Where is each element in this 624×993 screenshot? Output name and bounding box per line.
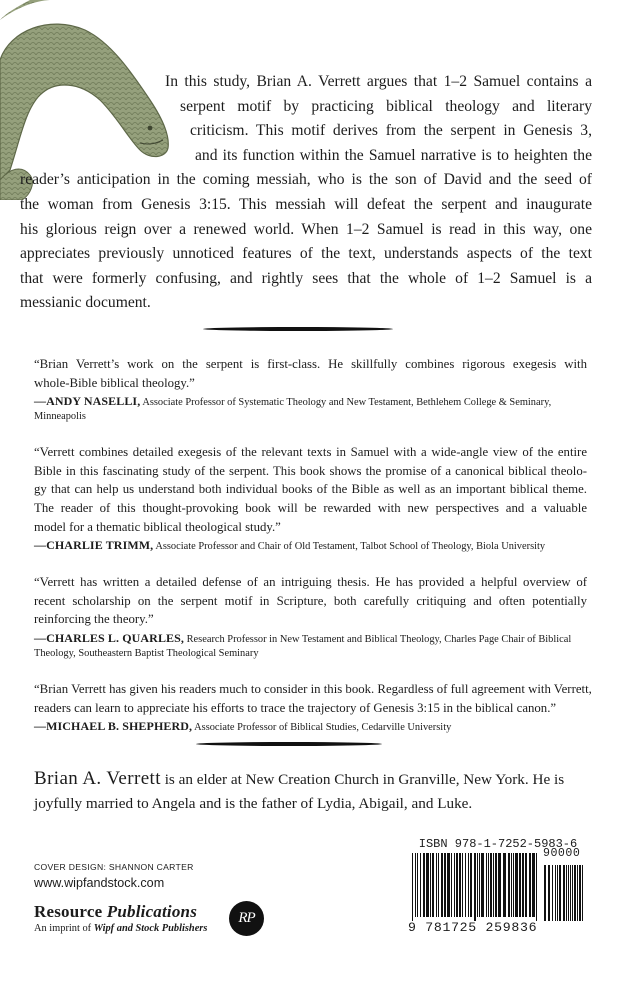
barcode-bar [426, 853, 429, 917]
barcode-bar [465, 853, 466, 917]
barcode-addon-bar [582, 865, 583, 921]
barcode-bar [479, 853, 480, 917]
barcode-digits: 9 781725 259836 [408, 920, 538, 935]
author-bio-text: is an elder at New Creation Church in Granville, New York. He is joyfully married to Angela and is the father of Lydia, Abigail, and Luke. [34, 771, 565, 812]
endorser-title: Associate Professor of Biblical Studies, Cedarville University [192, 722, 452, 734]
description-line: and its function within the Samuel narrative is to heighten the [195, 146, 592, 164]
barcode-bar [462, 853, 463, 917]
isbn-label: ISBN 978-1-7252-5983-6 [418, 837, 578, 851]
endorser-title: Research Professor in New Testament and Biblical Theology, Charles Page Chair of Biblical Theology, Southeastern Baptist Theological Seminary [34, 633, 572, 659]
barcode-addon-bar [577, 865, 578, 921]
publisher-logo: RP [229, 901, 264, 936]
author-bio [34, 767, 594, 816]
barcode-addon-bar [572, 865, 573, 921]
barcode-addon-bar [563, 865, 565, 921]
endorsement [34, 355, 587, 424]
barcode-bar [493, 853, 494, 917]
barcode-addon-bar [559, 865, 561, 921]
barcode-bar [412, 853, 413, 921]
barcode-addon-bar [579, 865, 581, 921]
description-line: criticism. This motif derives from the serpent in Genesis 3, [190, 122, 592, 140]
barcode-bar [511, 853, 512, 917]
barcode-bar [456, 853, 458, 917]
description-line: serpent motif by practicing biblical theology and literary [180, 97, 592, 115]
barcode-bar [423, 853, 425, 917]
barcode-bar [498, 853, 501, 917]
barcode-bar [436, 853, 437, 917]
price-code: 90000 [543, 847, 581, 860]
barcode-addon-bar [544, 865, 546, 921]
barcode-bar [454, 853, 455, 917]
endorsement-attribution [34, 719, 587, 735]
endorsement [34, 443, 587, 554]
endorsement-text: “Brian Verrett has given his readers much to consider in this book. Regardless of full agreement with Verrett, readers can learn to appreciate his efforts to trace the trajectory of Genesis 3:15 in the biblical canon.” [34, 681, 592, 715]
description-line: appreciates previously unnoticed features of the text, understands aspects of the text [20, 245, 592, 263]
barcode-bar [459, 853, 461, 917]
description-line: In this study, Brian A. Verrett argues that 1–2 Samuel contains a [165, 73, 592, 90]
barcode-addon-bar [574, 865, 576, 921]
endorsement-text: “Verrett combines detailed exegesis of the relevant texts in Samuel with a wide-angle view of the entire Bible in this fascinating study of the serpent. This book shows the promise of a canonical biblical theolo- gy that can help us understand both individual books of the Bible as well as an important biblical theme. The reader of this thought-provoking book will be rewarded with new perspectives and a valuable model for a thematic biblical theological study.” [34, 445, 587, 534]
endorsement-text: “Verrett has written a detailed defense of an intriguing thesis. He has provided a helpful overview of recent scholarship on the serpent motif in Scripture, both carefully critiquing and often potentially reinforcing the theory.” [34, 575, 587, 627]
barcode-bar [470, 853, 472, 917]
barcode-addon-bar [566, 865, 567, 921]
endorsement-attribution [34, 538, 587, 554]
imprint-line: An imprint of Wipf and Stock Publishers [34, 923, 208, 934]
barcode-bar [447, 853, 450, 917]
barcode-bar [490, 853, 492, 917]
barcode-bar [503, 853, 506, 917]
barcode-bar [468, 853, 469, 917]
barcode-bar [477, 853, 478, 917]
barcode-addon-bar [570, 865, 571, 921]
barcode-bar [536, 853, 537, 921]
barcode-bar [525, 853, 527, 917]
endorser-title: Associate Professor of Systematic Theology and New Testament, Bethlehem College & Seminary, Minneapolis [34, 397, 552, 423]
barcode-bar [532, 853, 535, 917]
endorsement [34, 573, 587, 661]
endorsement [34, 680, 592, 735]
barcode-bar [474, 853, 476, 921]
barcode-bar [415, 853, 416, 917]
endorser-title: Associate Professor and Chair of Old Testament, Talbot School of Theology, Biola University [153, 541, 546, 553]
publisher-imprint [34, 902, 207, 934]
barcode-bar [515, 853, 518, 917]
barcode-bar [420, 853, 421, 917]
endorsement-attribution [34, 631, 587, 661]
barcode-bar [432, 853, 434, 917]
barcode-bar [438, 853, 439, 917]
barcode-bar [444, 853, 446, 917]
barcode-bar [488, 853, 489, 917]
isbn-barcode [402, 833, 592, 941]
barcode-addon-bar [552, 865, 553, 921]
endorser-name: —MICHAEL B. SHEPHERD, [34, 719, 193, 734]
endorsement-text: “Brian Verrett’s work on the serpent is first-class. He skillfully combines rigorous exegesis with whole-Bible biblical theology.” [34, 357, 587, 390]
barcode-addon-bar [555, 865, 556, 921]
barcode-bar [508, 853, 510, 917]
barcode-bar [529, 853, 531, 917]
barcode-bar [486, 853, 487, 917]
description-line: reader’s anticipation in the coming messiah, who is the son of David and the seed of [20, 171, 592, 189]
barcode-bar [481, 853, 484, 917]
endorsements [34, 355, 592, 754]
description-line: his glorious reign over a renewed world. When 1–2 Samuel is read in this way, one [20, 220, 592, 238]
description-line: the woman from Genesis 3:15. This messiah will defeat the serpent and inaugurate [20, 195, 592, 213]
barcode-bar [522, 853, 524, 917]
cover-design-credit: COVER DESIGN: SHANNON CARTER [34, 862, 194, 872]
book-description [20, 70, 592, 316]
publisher-name: Resource Publications [34, 902, 198, 921]
description-line: that were formerly confusing, and rightly sees that the whole of 1–2 Samuel is a [20, 269, 592, 287]
endorser-name: —CHARLES L. QUARLES, [34, 630, 185, 645]
barcode-bars [410, 853, 586, 921]
barcode-bar [441, 853, 443, 917]
endorser-name: —CHARLIE TRIMM, [34, 538, 154, 553]
barcode-addon-bar [557, 865, 558, 921]
divider [196, 742, 382, 746]
barcode-bar [451, 853, 452, 917]
barcode-addon-bar [568, 865, 569, 921]
author-name: Brian A. Verrett [34, 768, 161, 789]
endorser-name: —ANDY NASELLI, [34, 394, 141, 409]
divider [203, 327, 393, 331]
publisher-website: www.wipfandstock.com [34, 876, 165, 890]
barcode-bar [519, 853, 521, 917]
description-line: messianic document. [20, 294, 151, 312]
barcode-bar [430, 853, 431, 917]
barcode-bar [513, 853, 514, 917]
barcode-bar [417, 853, 418, 917]
barcode-bar [495, 853, 497, 917]
barcode-addon-bar [548, 865, 550, 921]
endorsement-attribution [34, 394, 587, 424]
